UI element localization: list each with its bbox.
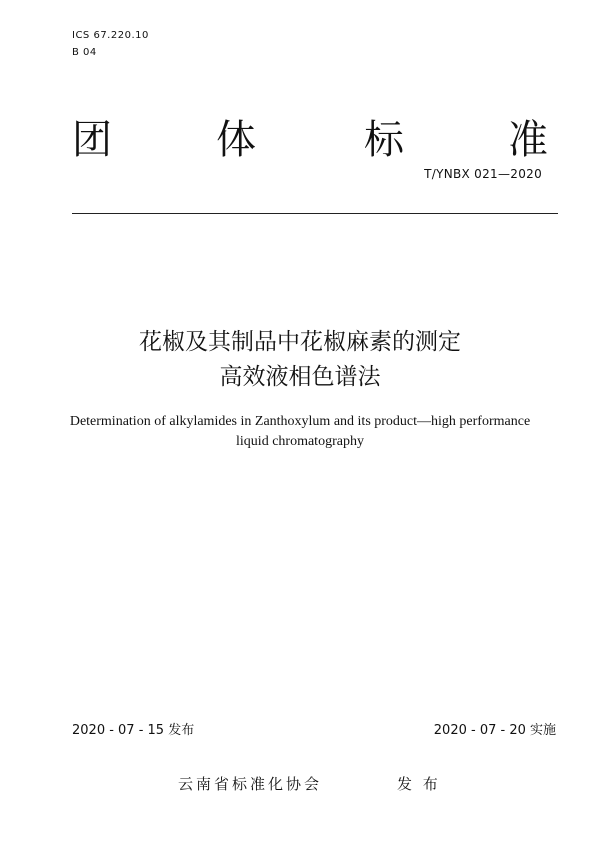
title-char-3: 标 [364,117,404,163]
english-title-line-1: Determination of alkylamides in Zanthoxylum and its product—high performance [69,414,531,429]
header-divider [72,213,558,214]
title-char-2: 体 [216,117,256,163]
publish-label: 发 布 [397,775,441,793]
issue-date: 2020 - 07 - 15 发布 [72,723,195,738]
implementation-date: 2020 - 07 - 20 实施 [433,723,556,738]
title-char-1: 团 [72,117,112,163]
ccs-code: B 04 [72,47,97,58]
english-title-line-2: liquid chromatography [236,434,364,449]
issuing-organization: 云南省标准化协会 [178,775,323,793]
title-char-4: 准 [508,117,548,163]
ics-code: ICS 67.220.10 [72,30,149,41]
chinese-title-line-2: 高效液相色谱法 [219,364,381,390]
standard-number: T/YNBX 021—2020 [424,167,542,181]
chinese-title-line-1: 花椒及其制品中花椒麻素的测定 [139,329,461,355]
